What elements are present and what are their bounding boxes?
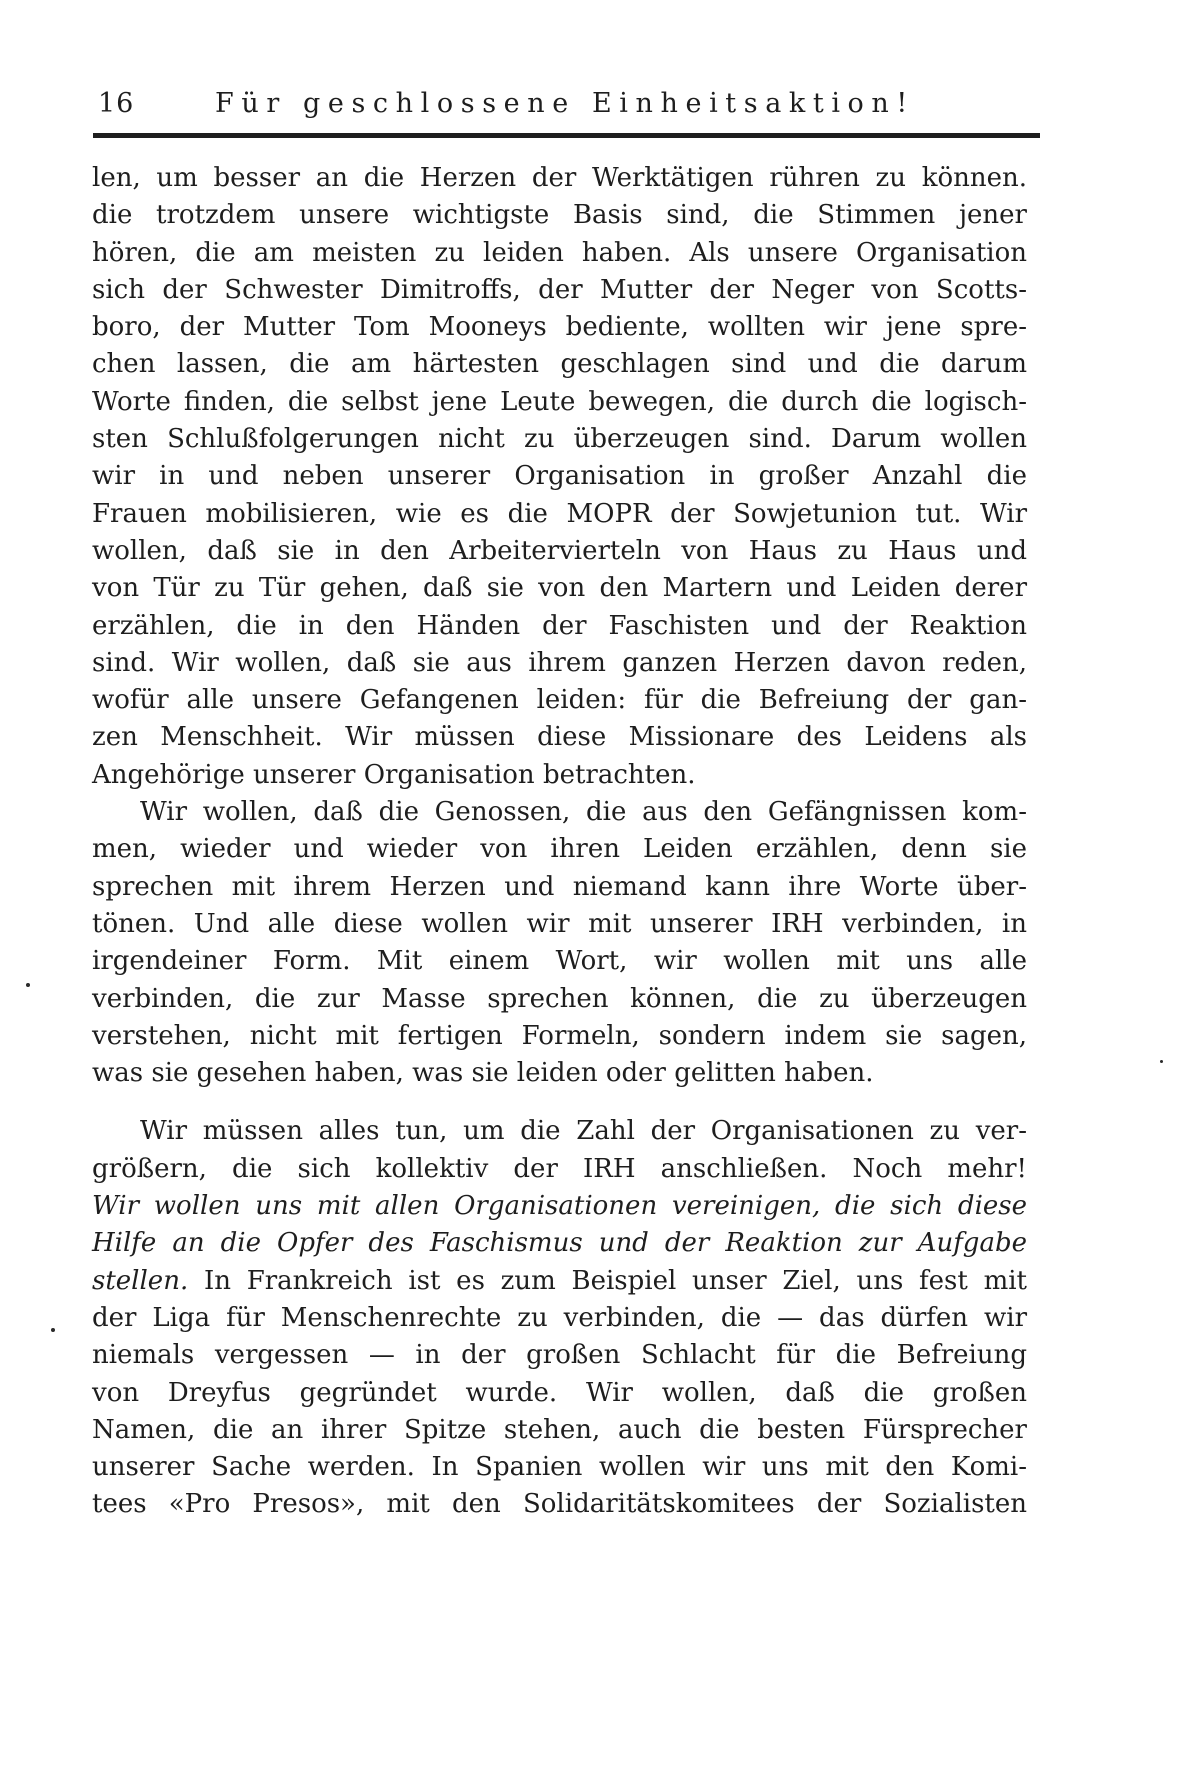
text-line: sind. Wir wollen, daß sie aus ihrem ganzen Herzen davon reden, [92,647,1027,678]
text-line: sprechen mit ihrem Herzen und niemand kann ihre Worte über- [92,871,1027,902]
text-line: irgendeiner Form. Mit einem Wort, wir wollen mit uns alle [92,946,1027,977]
italic-run: stellen. [92,1265,189,1296]
text-line: Angehörige unserer Organisation betrachten. [92,759,696,790]
paragraph-2 [92,794,1027,1092]
paragraph-3 [92,1113,1027,1523]
text-line-mixed [92,1263,1027,1300]
print-speck [51,1328,55,1332]
page-header [95,86,1040,126]
body-text [92,160,1027,1524]
text-line: verbinden, die zur Masse sprechen können, die zu überzeugen [92,983,1027,1014]
text-line: chen lassen, die am härtesten geschlagen sind und die darum [92,349,1027,380]
text-line: von Tür zu Tür gehen, daß sie von den Martern und Leiden derer [92,573,1027,604]
text-line: erzählen, die in den Händen der Faschisten und der Reaktion [92,610,1027,641]
text-line: Worte finden, die selbst jene Leute bewegen, die durch die logisch- [92,386,1027,417]
print-speck [1160,1060,1163,1063]
text-line: boro, der Mutter Tom Mooneys bediente, wollten wir jene spre- [92,312,1027,343]
paragraph-gap [92,1092,1027,1113]
text-line: von Dreyfus gegründet wurde. Wir wollen, daß die großen [92,1377,1027,1408]
text-line: größern, die sich kollektiv der IRH anschließen. Noch mehr! [92,1153,1027,1184]
text-line: men, wieder und wieder von ihren Leiden erzählen, denn sie [92,834,1027,865]
text-line: unserer Sache werden. In Spanien wollen wir uns mit den Komi- [92,1452,1027,1483]
page-number: 16 [98,88,135,119]
italic-text-line: Wir wollen uns mit allen Organisationen vereinigen, die sich diese [92,1191,1027,1222]
text-line: hören, die am meisten zu leiden haben. Als unsere Organisation [92,237,1027,268]
text-line: zen Menschheit. Wir müssen diese Missionare des Leidens als [92,722,1027,753]
text-line: tees «Pro Presos», mit den Solidaritätskomitees der Sozialisten [92,1489,1027,1520]
text-line: wollen, daß sie in den Arbeitervierteln von Haus zu Haus und [92,535,1027,566]
text-line: tönen. Und alle diese wollen wir mit unserer IRH verbinden, in [92,908,1027,939]
text-line: sich der Schwester Dimitroffs, der Mutter der Neger von Scotts- [92,274,1027,305]
text-line: wofür alle unsere Gefangenen leiden: für die Befreiung der gan- [92,685,1027,716]
text-line: die trotzdem unsere wichtigste Basis sind, die Stimmen jener [92,200,1027,231]
text-line: len, um besser an die Herzen der Werktätigen rühren zu können. [92,163,1027,193]
text-line: wir in und neben unserer Organisation in großer Anzahl die [92,461,1027,492]
text-line: Wir müssen alles tun, um die Zahl der Organisationen zu ver- [140,1116,1027,1147]
text-line: verstehen, nicht mit fertigen Formeln, sondern indem sie sagen, [92,1020,1027,1051]
header-rule [93,133,1040,138]
text-line: niemals vergessen — in der großen Schlacht für die Befreiung [92,1340,1027,1371]
text-line: Namen, die an ihrer Spitze stehen, auch die besten Fürsprecher [92,1414,1027,1445]
roman-run: In Frankreich ist es zum Beispiel unser Ziel, uns fest mit [188,1265,1027,1296]
text-line: Wir wollen, daß die Genossen, die aus den Gefängnissen kom- [140,797,1027,828]
paragraph-1 [92,160,1027,794]
italic-text-line: Hilfe an die Opfer des Faschismus und der Reaktion zur Aufgabe [92,1228,1027,1259]
text-line: Frauen mobilisieren, wie es die MOPR der Sowjetunion tut. Wir [92,498,1027,529]
text-line: was sie gesehen haben, was sie leiden oder gelitten haben. [92,1058,874,1089]
print-speck [26,983,30,987]
text-line: der Liga für Menschenrechte zu verbinden, die — das dürfen wir [92,1302,1027,1333]
text-line: sten Schlußfolgerungen nicht zu überzeugen sind. Darum wollen [92,424,1027,455]
running-title: Für geschlossene Einheitsaktion! [215,88,915,119]
